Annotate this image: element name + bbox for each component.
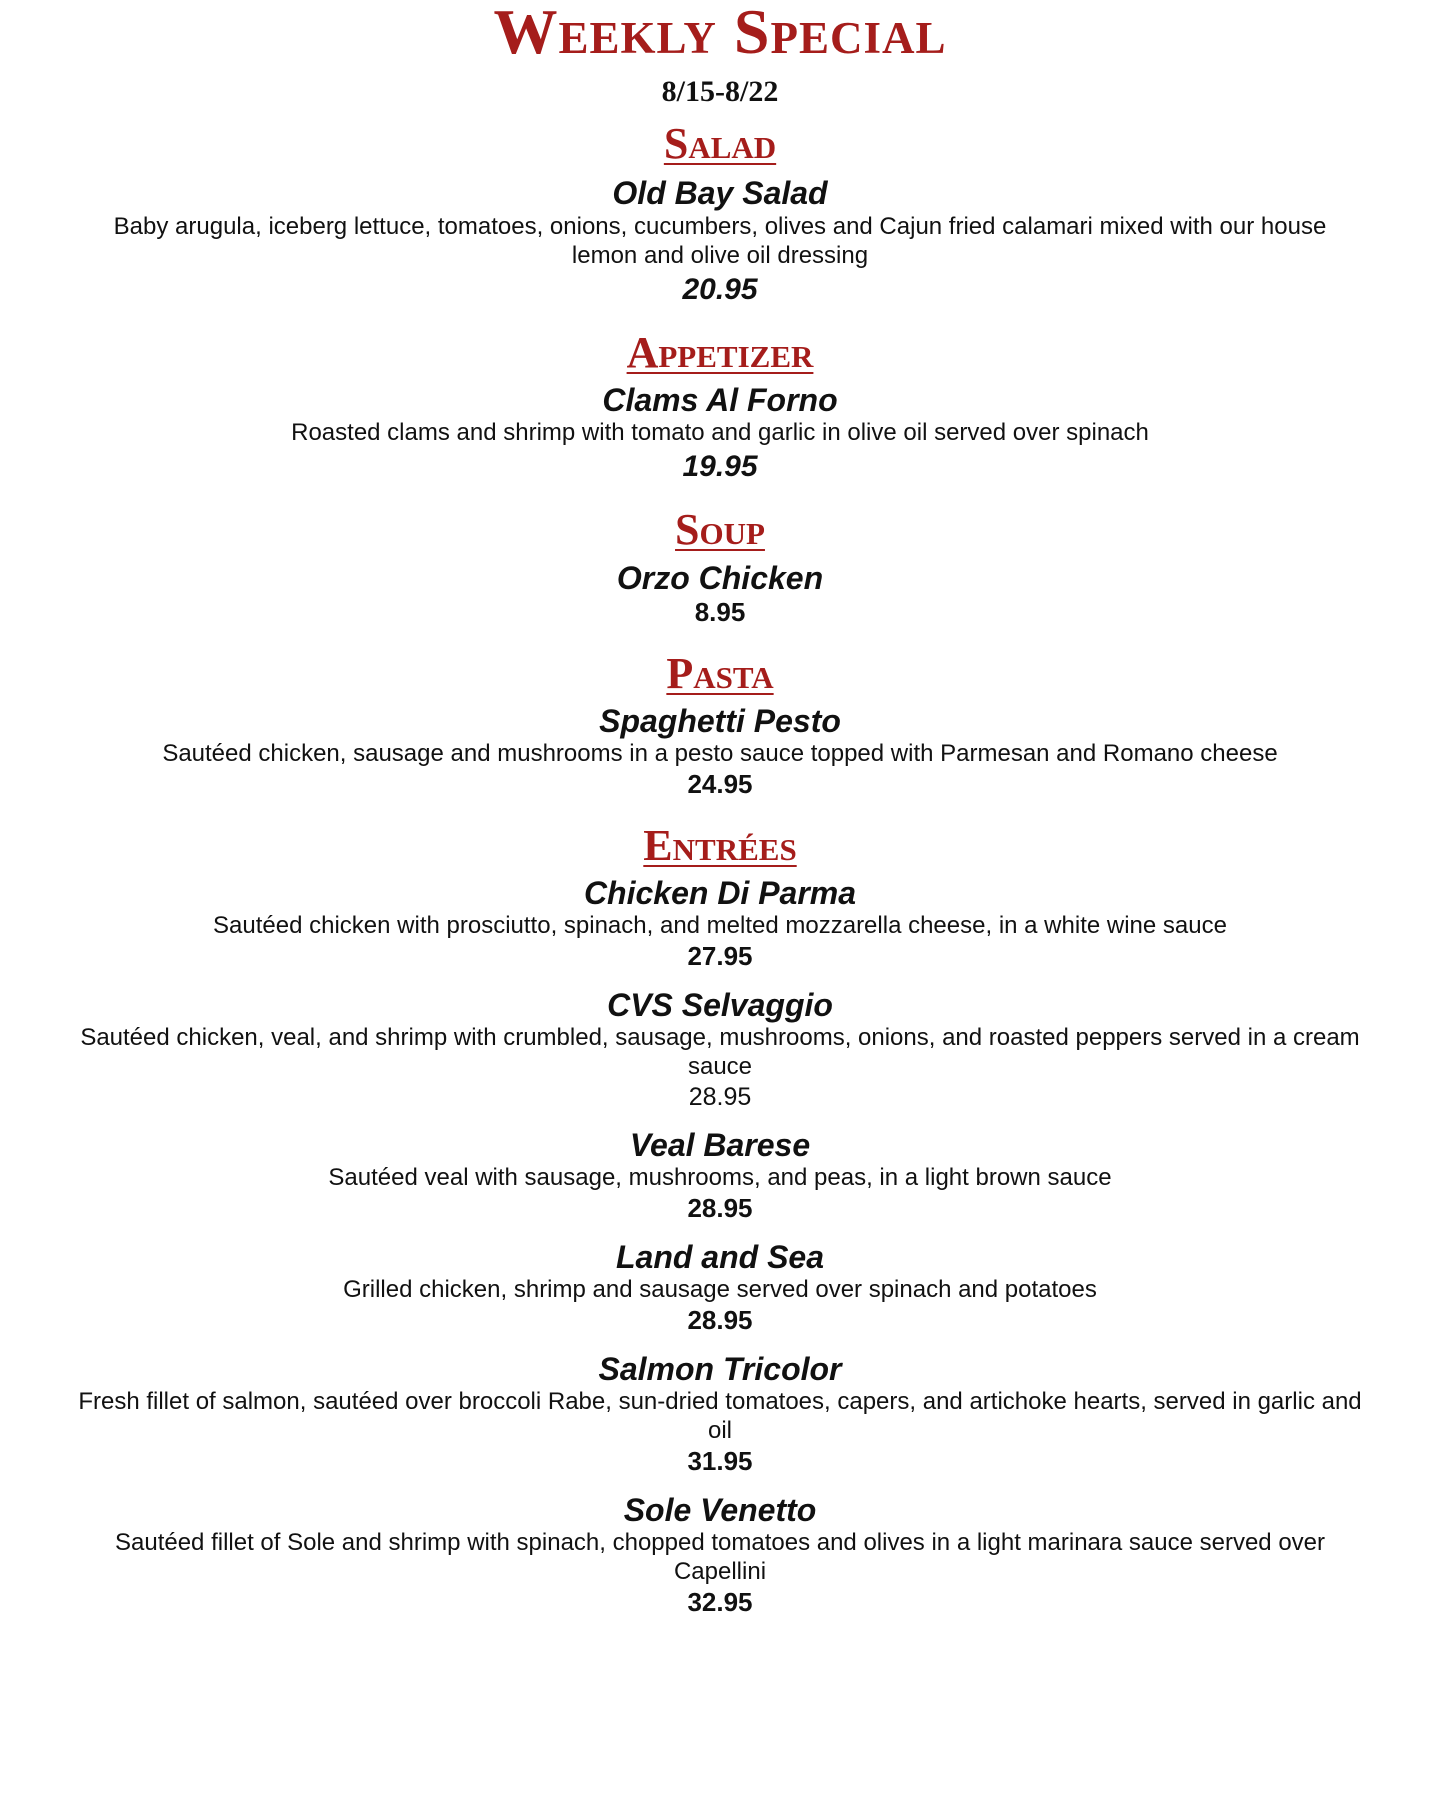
item-price: 27.95 — [687, 941, 753, 972]
item-price: 8.95 — [694, 596, 746, 627]
item-name: CVS Selvaggio — [607, 987, 833, 1024]
item-price: 20.95 — [682, 272, 758, 306]
menu-title: Weekly Special — [493, 0, 947, 62]
section-heading-entrees: Entrées — [643, 820, 797, 870]
item-description: Sautéed veal with sausage, mushrooms, and peas, in a light brown sauce — [328, 1164, 1112, 1192]
section-appetizer — [0, 329, 1440, 487]
section-heading-appetizer: Appetizer — [626, 327, 814, 377]
item-price: 28.95 — [688, 1083, 752, 1112]
item-name: Old Bay Salad — [612, 175, 828, 212]
section-soup — [0, 506, 1440, 629]
item-name: Land and Sea — [615, 1238, 825, 1275]
item-price: 32.95 — [687, 1587, 753, 1618]
item-description: Sautéed chicken, veal, and shrimp with crumbled, sausage, mushrooms, onions, and roasted peppers served in a cream sauce — [80, 1024, 1360, 1081]
item-description: Sautéed chicken, sausage and mushrooms in a pesto sauce topped with Parmesan and Romano cheese — [162, 740, 1278, 768]
item-name: Clams Al Forno — [602, 381, 838, 418]
item-description: Roasted clams and shrimp with tomato and garlic in olive oil served over spinach — [291, 419, 1149, 447]
menu-item — [0, 561, 1440, 630]
menu-item — [0, 1352, 1440, 1479]
menu-item — [0, 1240, 1440, 1338]
section-entrees — [0, 822, 1440, 1620]
item-price: 28.95 — [687, 1193, 753, 1224]
menu-item — [0, 176, 1440, 308]
menu-item — [0, 876, 1440, 974]
item-price: 24.95 — [687, 769, 753, 800]
item-name: Veal Barese — [629, 1126, 811, 1163]
item-name: Orzo Chicken — [616, 559, 824, 596]
item-name: Spaghetti Pesto — [599, 702, 841, 739]
section-heading-pasta: Pasta — [666, 648, 774, 698]
menu-item — [0, 1493, 1440, 1620]
section-salad — [0, 120, 1440, 309]
item-name: Sole Venetto — [623, 1491, 817, 1528]
item-description: Sautéed fillet of Sole and shrimp with spinach, chopped tomatoes and olives in a light marinara sauce served over Capellini — [114, 1529, 1326, 1586]
item-description: Grilled chicken, shrimp and sausage served over spinach and potatoes — [343, 1276, 1097, 1304]
item-price: 28.95 — [687, 1305, 753, 1336]
menu-item — [0, 988, 1440, 1114]
date-range: 8/15-8/22 — [661, 75, 779, 108]
section-heading-soup: Soup — [675, 505, 765, 555]
item-description: Baby arugula, iceberg lettuce, tomatoes, onions, cucumbers, olives and Cajun fried calamari mixed with our house lemon and olive oil dressing — [113, 212, 1327, 269]
item-price: 31.95 — [687, 1446, 753, 1477]
menu-item — [0, 704, 1440, 802]
menu-item — [0, 1128, 1440, 1226]
item-description: Sautéed chicken with prosciutto, spinach, and melted mozzarella cheese, in a white wine sauce — [213, 912, 1227, 940]
item-price: 19.95 — [682, 450, 758, 484]
section-pasta — [0, 650, 1440, 802]
menu-item — [0, 383, 1440, 486]
item-name: Chicken Di Parma — [583, 875, 857, 912]
item-description: Fresh fillet of salmon, sautéed over broccoli Rabe, sun-dried tomatoes, capers, and artichoke hearts, served in garlic and oil — [78, 1388, 1362, 1445]
section-heading-salad: Salad — [663, 119, 777, 168]
item-name: Salmon Tricolor — [598, 1350, 842, 1387]
